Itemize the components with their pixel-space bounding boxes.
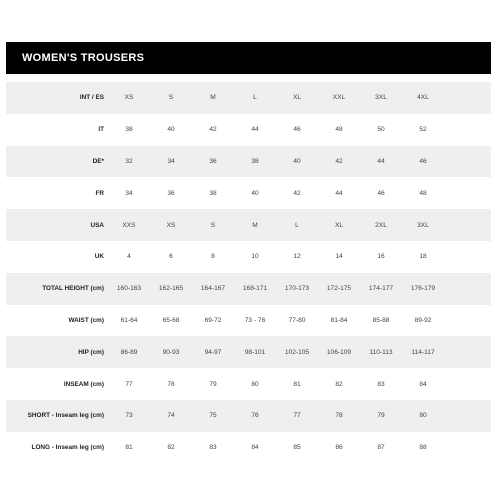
table-cell: 40	[167, 126, 175, 134]
table-cell: 46	[377, 189, 385, 197]
table-cell: 168-171	[242, 285, 268, 293]
table-cell: XL	[292, 94, 302, 102]
table-cell: XS	[166, 221, 176, 229]
table-row-waist	[6, 305, 491, 337]
row-label: LONG - Inseam leg (cm)	[31, 444, 104, 452]
table-cell: 3XL	[417, 221, 429, 229]
table-cell: 98-101	[244, 348, 266, 356]
table-cell: 46	[293, 126, 301, 134]
table-cell: 73 - 76	[244, 316, 266, 324]
page-title: WOMEN'S TROUSERS	[22, 52, 145, 64]
table-row-long-inseam	[6, 432, 491, 464]
table-cell: 48	[419, 189, 427, 197]
table-cell: 106-109	[326, 348, 352, 356]
table-cell: 40	[251, 189, 259, 197]
row-label: INT / ES	[79, 94, 104, 102]
table-row-hip	[6, 336, 491, 368]
table-cell: 16	[377, 253, 385, 261]
table-cell: 86	[335, 444, 343, 452]
table-cell: 81-84	[330, 316, 348, 324]
table-cell: 14	[335, 253, 343, 261]
table-cell: 174-177	[368, 285, 394, 293]
row-label: HIP (cm)	[78, 348, 104, 356]
table-cell: 102-105	[284, 348, 310, 356]
table-cell: 81	[293, 380, 301, 388]
table-cell: 77-80	[288, 316, 306, 324]
table-cell: 94-97	[204, 348, 222, 356]
table-cell: 160-163	[116, 285, 142, 293]
table-cell: XXL	[332, 94, 346, 102]
table-cell: 50	[377, 126, 385, 134]
table-cell: 77	[293, 412, 301, 420]
table-cell: 52	[419, 126, 427, 134]
row-label: USA	[90, 221, 104, 229]
table-cell: 110-113	[369, 348, 393, 356]
table-row-de	[6, 146, 491, 178]
table-cell: 32	[125, 157, 133, 165]
table-cell: 176-179	[410, 285, 436, 293]
table-cell: 36	[209, 157, 217, 165]
table-row-uk	[6, 241, 491, 273]
table-cell: S	[210, 221, 216, 229]
table-cell: M	[210, 94, 216, 102]
table-cell: 83	[377, 380, 385, 388]
row-label: INSEAM (cm)	[63, 380, 104, 388]
table-cell: 85	[293, 444, 301, 452]
table-row-fr	[6, 177, 491, 209]
table-cell: 38	[209, 189, 217, 197]
table-cell: 77	[125, 380, 133, 388]
table-cell: 10	[251, 253, 259, 261]
table-row-usa	[6, 209, 491, 241]
table-cell: 36	[167, 189, 175, 197]
row-label: DE*	[92, 157, 104, 165]
table-cell: 78	[167, 380, 175, 388]
table-cell: 84	[251, 444, 259, 452]
table-cell: S	[168, 94, 174, 102]
table-cell: 44	[335, 189, 343, 197]
table-cell: 48	[335, 126, 343, 134]
table-cell: 170-173	[284, 285, 310, 293]
table-cell: 42	[293, 189, 301, 197]
table-cell: 44	[251, 126, 259, 134]
table-cell: L	[295, 221, 299, 229]
table-cell: 76	[251, 412, 259, 420]
table-cell: 3XL	[375, 94, 387, 102]
size-chart-table	[6, 82, 491, 464]
row-label: IT	[98, 126, 104, 134]
table-row-inseam	[6, 368, 491, 400]
table-cell: 78	[335, 412, 343, 420]
table-cell: 164-167	[200, 285, 226, 293]
table-cell: 88	[419, 444, 427, 452]
table-cell: XXS	[122, 221, 136, 229]
table-cell: 46	[419, 157, 427, 165]
table-cell: 79	[377, 412, 385, 420]
table-header	[6, 42, 491, 74]
row-label: FR	[95, 189, 104, 197]
table-cell: 12	[293, 253, 301, 261]
table-row-int-es	[6, 82, 491, 114]
table-cell: 40	[293, 157, 301, 165]
table-cell: 38	[125, 126, 133, 134]
row-label: WAIST (cm)	[68, 316, 104, 324]
table-cell: M	[252, 221, 258, 229]
table-cell: 86-89	[120, 348, 138, 356]
row-label: TOTAL HEIGHT (cm)	[42, 285, 104, 293]
table-cell: 90-93	[162, 348, 180, 356]
table-cell: 80	[419, 412, 427, 420]
table-cell: 34	[167, 157, 175, 165]
table-row-it	[6, 114, 491, 146]
table-cell: 172-175	[326, 285, 352, 293]
table-cell: 42	[335, 157, 343, 165]
table-cell: 81	[125, 444, 133, 452]
table-cell: XL	[334, 221, 344, 229]
table-cell: 8	[211, 253, 215, 261]
row-label: SHORT - Inseam leg (cm)	[27, 412, 104, 420]
table-cell: 2XL	[375, 221, 387, 229]
table-cell: 6	[169, 253, 173, 261]
table-cell: 74	[167, 412, 175, 420]
table-cell: 4XL	[417, 94, 429, 102]
table-cell: 162-165	[158, 285, 184, 293]
table-cell: 42	[209, 126, 217, 134]
table-cell: 34	[125, 189, 133, 197]
table-cell: 87	[377, 444, 385, 452]
table-row-short-inseam	[6, 400, 491, 432]
table-cell: 44	[377, 157, 385, 165]
table-cell: 114-117	[411, 348, 435, 356]
table-cell: 75	[209, 412, 217, 420]
table-cell: 65-68	[162, 316, 180, 324]
table-cell: 69-72	[204, 316, 222, 324]
table-cell: L	[253, 94, 257, 102]
table-cell: 89-92	[414, 316, 432, 324]
table-cell: 73	[125, 412, 133, 420]
table-row-total-height	[6, 273, 491, 305]
table-cell: XS	[124, 94, 134, 102]
table-cell: 84	[419, 380, 427, 388]
table-cell: 18	[419, 253, 427, 261]
table-cell: 80	[251, 380, 259, 388]
table-cell: 61-64	[120, 316, 138, 324]
table-cell: 79	[209, 380, 217, 388]
row-label: UK	[94, 253, 104, 261]
table-cell: 4	[127, 253, 131, 261]
table-cell: 85-88	[372, 316, 390, 324]
table-cell: 82	[335, 380, 343, 388]
table-cell: 38	[251, 157, 259, 165]
table-cell: 83	[209, 444, 217, 452]
table-cell: 82	[167, 444, 175, 452]
